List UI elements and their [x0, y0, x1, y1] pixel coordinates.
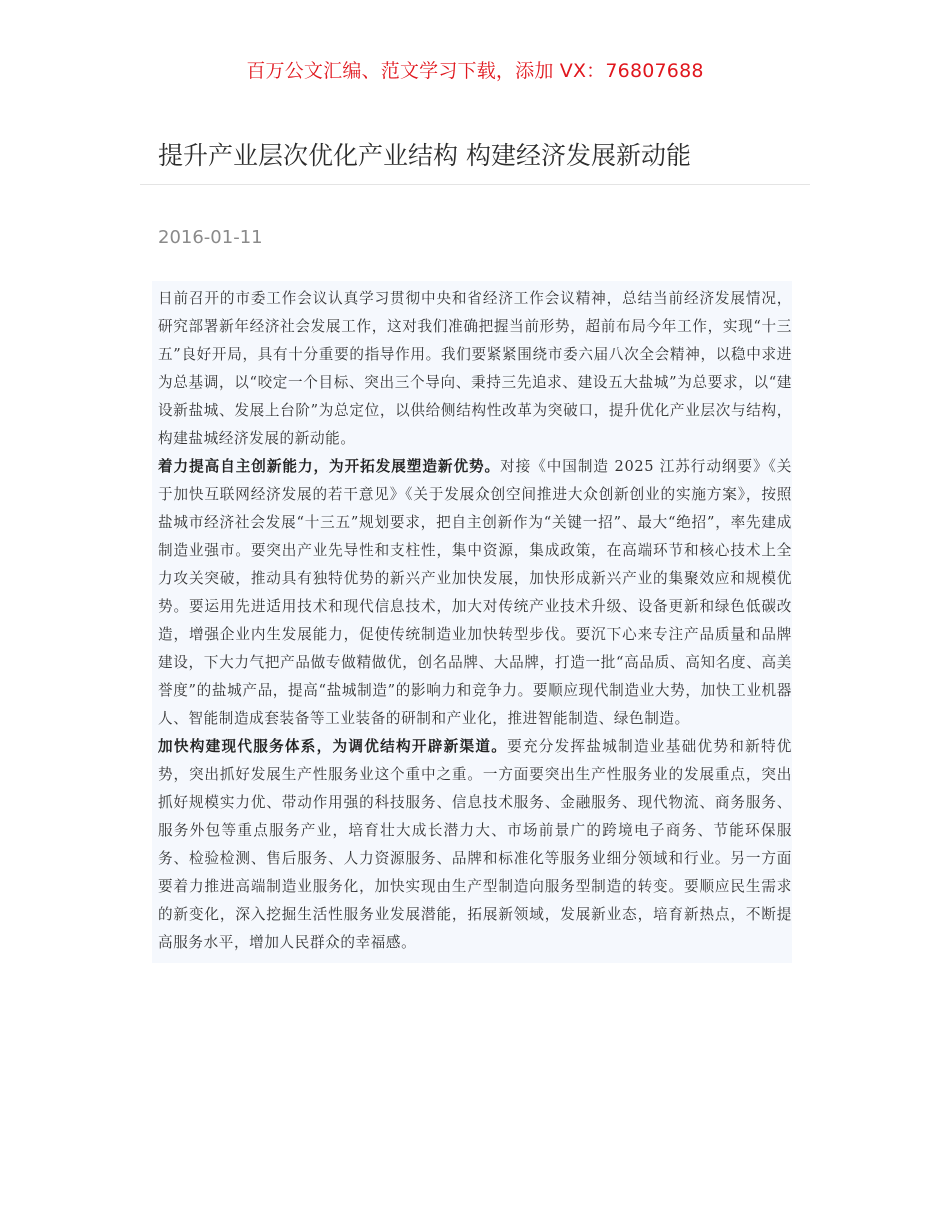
paragraph-text: 要充分发挥盐城制造业基础优势和新特优势，突出抓好发展生产性服务业这个重中之重。一方面要突出生产性服务业的发展重点，突出抓好规模实力优、带动作用强的科技服务、信息技术服务、金融服务、现代物流、商务服务、服务外包等重点服务产业，培育壮大成长潜力大、市场前景广的跨境电子商务、节能环保服务、检验检测、售后服务、人力资源服务、品牌和标准化等服务业细分领域和行业。另一方面要着力推进高端制造业服务化，加快实现由生产型制造向服务型制造的转变。要顺应民生需求的新变化，深入挖掘生活性服务业发展潜能，拓展新领域，发展新业态，培育新热点，不断提高服务水平，增加人民群众的幸福感。	[158, 738, 793, 951]
promo-banner: 百万公文汇编、范文学习下载，添加 VX：76807688	[246, 60, 704, 82]
article-body	[152, 281, 792, 963]
title-divider	[140, 184, 810, 185]
publish-date: 2016-01-11	[158, 227, 263, 248]
paragraph-services	[158, 733, 792, 957]
paragraph-intro	[158, 285, 792, 453]
paragraph-innovation	[158, 453, 792, 733]
paragraph-text: 日前召开的市委工作会议认真学习贯彻中央和省经济工作会议精神，总结当前经济发展情况，研究部署新年经济社会发展工作，这对我们准确把握当前形势，超前布局今年工作，实现“十三五”良好开局，具有十分重要的指导作用。我们要紧紧围绕市委六届八次全会精神，以稳中求进为总基调，以“咬定一个目标、突出三个导向、秉持三先追求、建设五大盐城”为总要求，以“建设新盐城、发展上台阶”为总定位，以供给侧结构性改革为突破口，提升优化产业层次与结构，构建盐城经济发展的新动能。	[158, 290, 792, 447]
article-title: 提升产业层次优化产业结构 构建经济发展新动能	[158, 141, 691, 170]
paragraph-lead: 加快构建现代服务体系，为调优结构开辟新渠道。	[158, 738, 508, 755]
paragraph-lead: 着力提高自主创新能力，为开拓发展塑造新优势。	[158, 458, 501, 475]
paragraph-text: 对接《中国制造 2025 江苏行动纲要》《关于加快互联网经济发展的若干意见》《关于发展众创空间推进大众创新创业的实施方案》，按照盐城市经济社会发展“十三五”规划要求，把自主创新作为“关键一招”、最大“绝招”，率先建成制造业强市。要突出产业先导性和支柱性，集中资源，集成政策，在高端环节和核心技术上全力攻关突破，推动具有独特优势的新兴产业加快发展，加快形成新兴产业的集聚效应和规模优势。要运用先进适用技术和现代信息技术，加大对传统产业技术升级、设备更新和绿色低碳改造，增强企业内生发展能力，促使传统制造业加快转型步伐。要沉下心来专注产品质量和品牌建设，下大力气把产品做专做精做优，创名品牌、大品牌，打造一批“高品质、高知名度、高美誉度”的盐城产品，提高“盐城制造”的影响力和竞争力。要顺应现代制造业大势，加快工业机器人、智能制造成套装备等工业装备的研制和产业化，推进智能制造、绿色制造。	[158, 458, 792, 727]
